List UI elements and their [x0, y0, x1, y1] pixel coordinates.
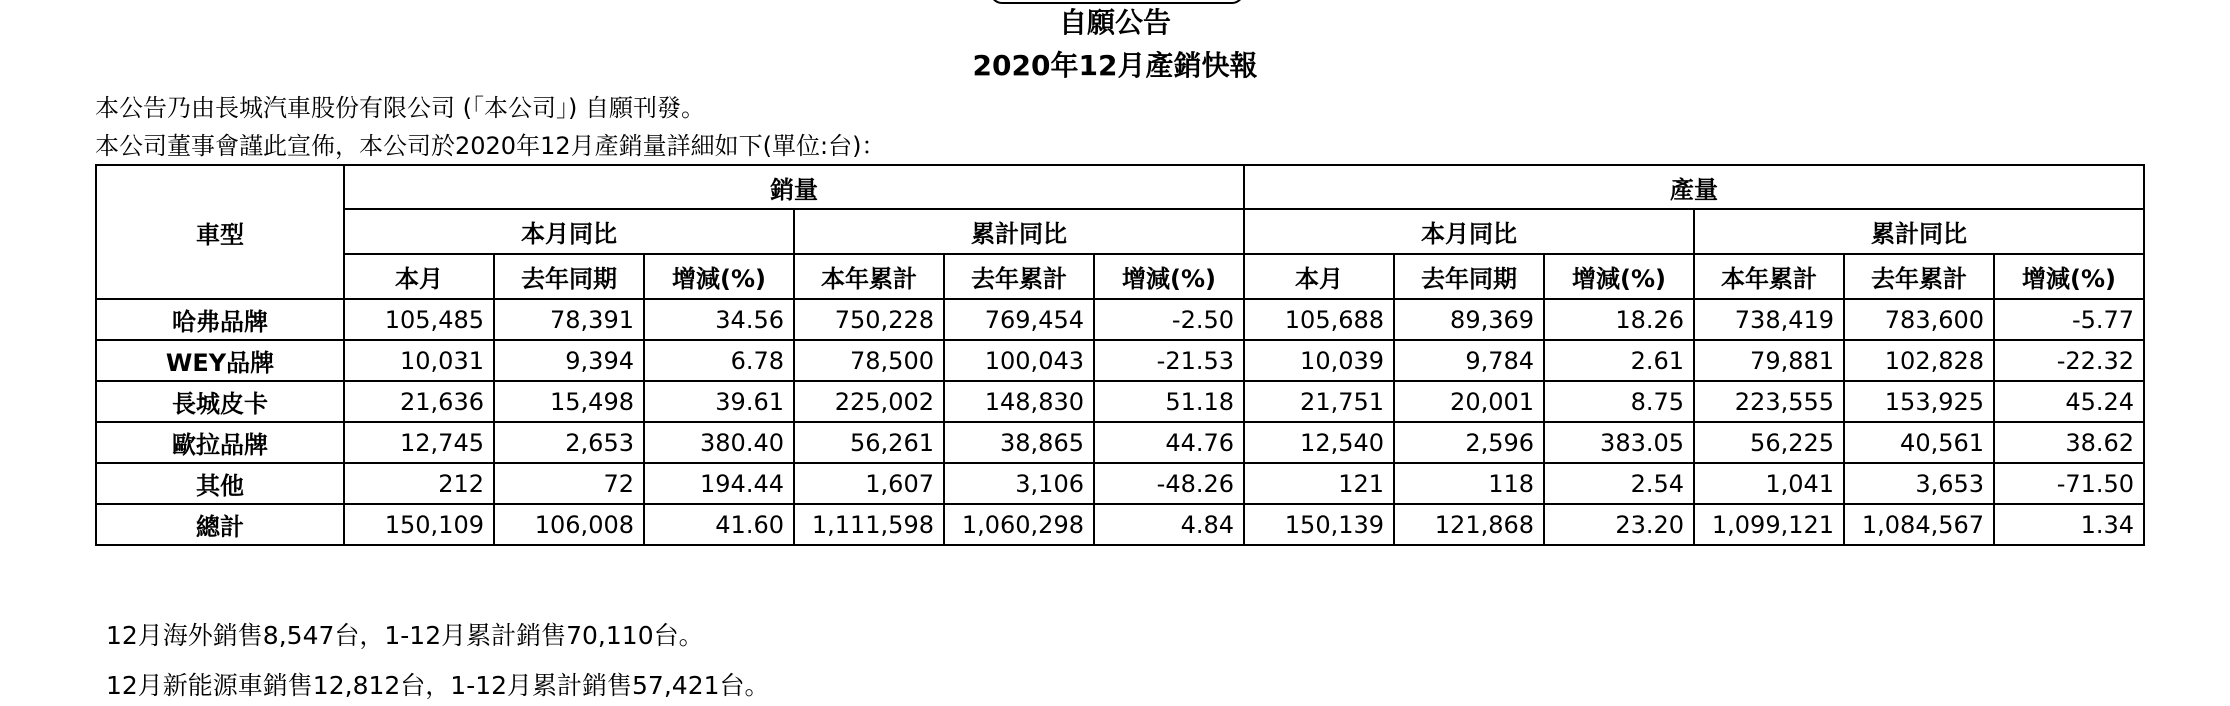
column-header: 去年累計 — [944, 254, 1094, 299]
value-cell: 38,865 — [944, 422, 1094, 463]
value-cell: 105,688 — [1244, 299, 1394, 340]
value-cell: 6.78 — [644, 340, 794, 381]
brand-cell: WEY品牌 — [96, 340, 344, 381]
value-cell: 212 — [344, 463, 494, 504]
column-header: 本月 — [344, 254, 494, 299]
value-cell: 1.34 — [1994, 504, 2144, 545]
value-cell: 1,607 — [794, 463, 944, 504]
value-cell: 223,555 — [1694, 381, 1844, 422]
value-cell: 769,454 — [944, 299, 1094, 340]
table-row — [96, 422, 2144, 463]
value-cell: 380.40 — [644, 422, 794, 463]
table-body — [96, 299, 2144, 545]
brand-cell: 其他 — [96, 463, 344, 504]
value-cell: 41.60 — [644, 504, 794, 545]
value-cell: -48.26 — [1094, 463, 1244, 504]
column-header: 增減(%) — [644, 254, 794, 299]
table-row — [96, 340, 2144, 381]
column-header: 增減(%) — [1994, 254, 2144, 299]
sales-monthly-header: 本月同比 — [344, 209, 794, 254]
column-header: 增減(%) — [1094, 254, 1244, 299]
value-cell: 150,139 — [1244, 504, 1394, 545]
value-cell: 9,784 — [1394, 340, 1544, 381]
column-header: 去年同期 — [494, 254, 644, 299]
value-cell: 56,261 — [794, 422, 944, 463]
value-cell: 118 — [1394, 463, 1544, 504]
value-cell: 738,419 — [1694, 299, 1844, 340]
intro-line-1: 本公告乃由長城汽車股份有限公司 (「本公司」) 自願刊發。 — [95, 94, 705, 122]
top-bracket-fragment — [990, 0, 1244, 4]
value-cell: 20,001 — [1394, 381, 1544, 422]
value-cell: 56,225 — [1694, 422, 1844, 463]
report-subtitle: 2020年12月產銷快報 — [972, 49, 1258, 82]
value-cell: 150,109 — [344, 504, 494, 545]
value-cell: 102,828 — [1844, 340, 1994, 381]
value-cell: 23.20 — [1544, 504, 1694, 545]
value-cell: 121,868 — [1394, 504, 1544, 545]
table-row — [96, 381, 2144, 422]
value-cell: 148,830 — [944, 381, 1094, 422]
column-header: 去年同期 — [1394, 254, 1544, 299]
production-monthly-header: 本月同比 — [1244, 209, 1694, 254]
brand-cell: 總計 — [96, 504, 344, 545]
value-cell: 1,084,567 — [1844, 504, 1994, 545]
value-cell: 2.61 — [1544, 340, 1694, 381]
value-cell: -2.50 — [1094, 299, 1244, 340]
overseas-sales-note: 12月海外銷售8,547台，1-12月累計銷售70,110台。 — [106, 621, 704, 650]
model-header: 車型 — [96, 165, 344, 299]
value-cell: 18.26 — [1544, 299, 1694, 340]
value-cell: 105,485 — [344, 299, 494, 340]
value-cell: 89,369 — [1394, 299, 1544, 340]
value-cell: 1,111,598 — [794, 504, 944, 545]
sales-cumulative-header: 累計同比 — [794, 209, 1244, 254]
column-header: 本月 — [1244, 254, 1394, 299]
value-cell: 44.76 — [1094, 422, 1244, 463]
value-cell: 12,745 — [344, 422, 494, 463]
value-cell: 12,540 — [1244, 422, 1394, 463]
value-cell: 4.84 — [1094, 504, 1244, 545]
value-cell: -71.50 — [1994, 463, 2144, 504]
value-cell: 225,002 — [794, 381, 944, 422]
value-cell: 100,043 — [944, 340, 1094, 381]
production-cumulative-header: 累計同比 — [1694, 209, 2144, 254]
sales-group-header: 銷量 — [344, 165, 1244, 209]
value-cell: 2,653 — [494, 422, 644, 463]
column-header: 去年累計 — [1844, 254, 1994, 299]
value-cell: 750,228 — [794, 299, 944, 340]
value-cell: 45.24 — [1994, 381, 2144, 422]
value-cell: 15,498 — [494, 381, 644, 422]
value-cell: 10,039 — [1244, 340, 1394, 381]
brand-cell: 歐拉品牌 — [96, 422, 344, 463]
brand-cell: 長城皮卡 — [96, 381, 344, 422]
production-sales-table — [95, 164, 2145, 546]
column-header: 本年累計 — [1694, 254, 1844, 299]
value-cell: -5.77 — [1994, 299, 2144, 340]
value-cell: 21,636 — [344, 381, 494, 422]
value-cell: 9,394 — [494, 340, 644, 381]
value-cell: 383.05 — [1544, 422, 1694, 463]
table-row — [96, 299, 2144, 340]
value-cell: 78,500 — [794, 340, 944, 381]
value-cell: 51.18 — [1094, 381, 1244, 422]
table-row — [96, 504, 2144, 545]
value-cell: 2.54 — [1544, 463, 1694, 504]
value-cell: 2,596 — [1394, 422, 1544, 463]
value-cell: 39.61 — [644, 381, 794, 422]
value-cell: 79,881 — [1694, 340, 1844, 381]
value-cell: -21.53 — [1094, 340, 1244, 381]
value-cell: 1,041 — [1694, 463, 1844, 504]
column-header: 本年累計 — [794, 254, 944, 299]
announcement-title: 自願公告 — [1058, 6, 1171, 39]
value-cell: 21,751 — [1244, 381, 1394, 422]
value-cell: 153,925 — [1844, 381, 1994, 422]
value-cell: 78,391 — [494, 299, 644, 340]
value-cell: 106,008 — [494, 504, 644, 545]
value-cell: 72 — [494, 463, 644, 504]
value-cell: 1,099,121 — [1694, 504, 1844, 545]
column-header: 增減(%) — [1544, 254, 1694, 299]
value-cell: 8.75 — [1544, 381, 1694, 422]
value-cell: 38.62 — [1994, 422, 2144, 463]
value-cell: 3,106 — [944, 463, 1094, 504]
value-cell: 783,600 — [1844, 299, 1994, 340]
value-cell: 3,653 — [1844, 463, 1994, 504]
value-cell: 1,060,298 — [944, 504, 1094, 545]
production-group-header: 產量 — [1244, 165, 2144, 209]
new-energy-sales-note: 12月新能源車銷售12,812台，1-12月累計銷售57,421台。 — [106, 671, 770, 700]
value-cell: 194.44 — [644, 463, 794, 504]
value-cell: 10,031 — [344, 340, 494, 381]
brand-cell: 哈弗品牌 — [96, 299, 344, 340]
value-cell: 34.56 — [644, 299, 794, 340]
intro-line-2: 本公司董事會謹此宣佈，本公司於2020年12月產銷量詳細如下(單位:台)： — [95, 132, 886, 160]
table-row — [96, 463, 2144, 504]
value-cell: 121 — [1244, 463, 1394, 504]
value-cell: 40,561 — [1844, 422, 1994, 463]
value-cell: -22.32 — [1994, 340, 2144, 381]
